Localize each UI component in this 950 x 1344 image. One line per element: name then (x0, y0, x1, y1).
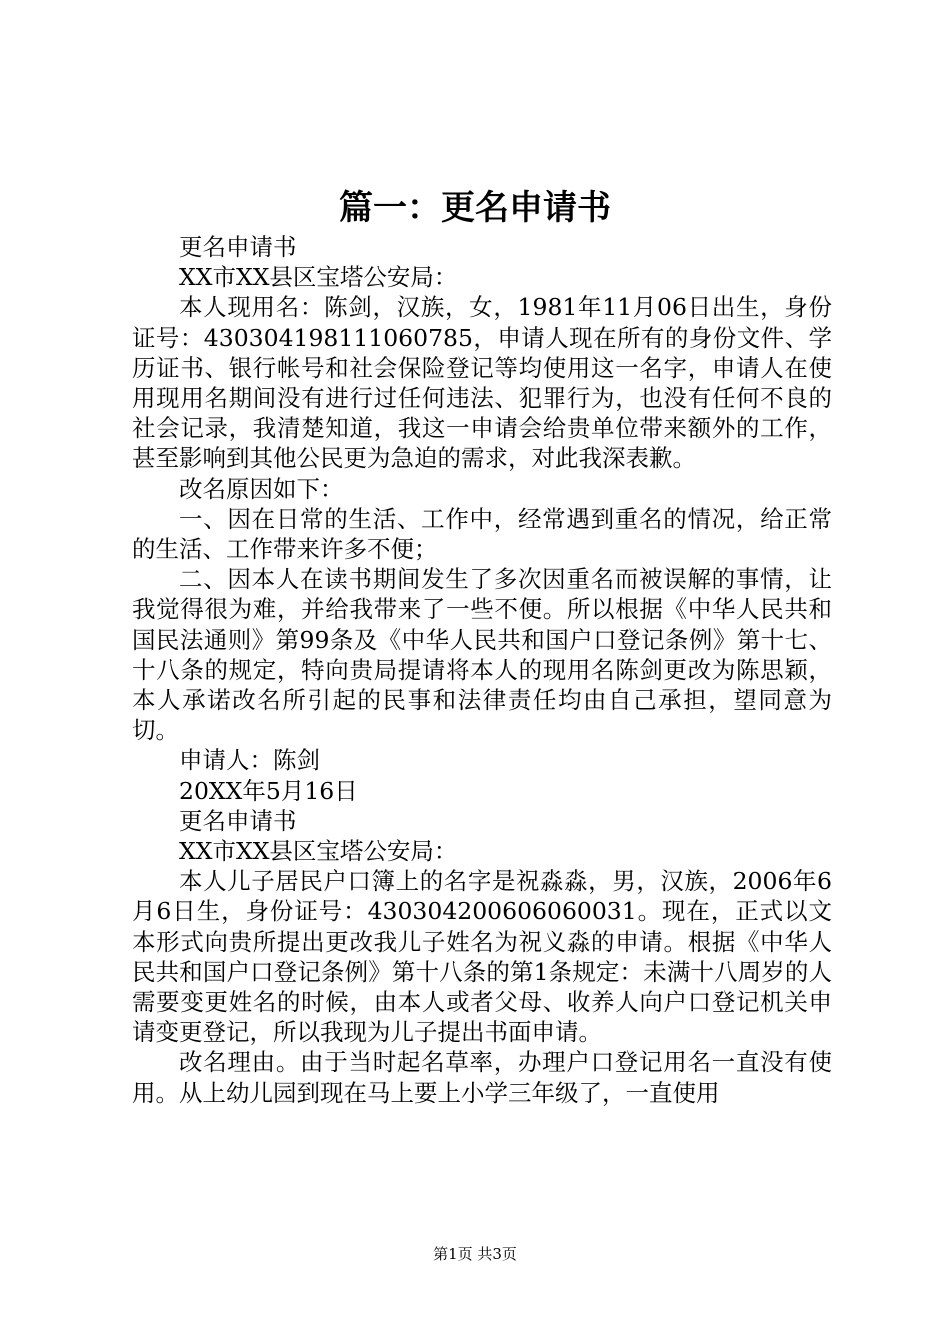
paragraph-applicant: 申请人：陈剑 (179, 746, 320, 775)
paragraph-heading-2: 更名申请书 (179, 806, 297, 835)
paragraph-reason-1: 一、因在日常的生活、工作中，经常遇到重名的情况，给正常的生活、工作带来许多不便； (132, 504, 832, 564)
paragraph-reason-2: 二、因本人在读书期间发生了多次因重名而被误解的事情，让我觉得很为难，并给我带来了一些不便。所以根据《中华人民共和国民法通则》第99条及《中华人民共和国户口登记条例》第十七、十八条的规定，特向贵局提请将本人的现用名陈剑更改为陈思颖，本人承诺改名所引起的民事和法律责任均由自己承担，望同意为切。 (132, 565, 832, 745)
document-title: 篇一：更名申请书 (339, 188, 611, 228)
paragraph-addressee-1: XX市XX县区宝塔公安局： (179, 263, 458, 292)
page-footer: 第1页 共3页 (433, 1245, 517, 1263)
paragraph-reason-3: 改名理由。由于当时起名草率，办理户口登记用名一直没有使用。从上幼儿园到现在马上要上小学三年级了，一直使用 (132, 1048, 832, 1107)
document-body (132, 232, 832, 1108)
paragraph-addressee-2: XX市XX县区宝塔公安局： (179, 837, 458, 866)
paragraph-heading-1: 更名申请书 (179, 233, 297, 261)
paragraph-statement-2: 本人儿子居民户口簿上的名字是祝淼淼，男，汉族，2006年6月6日生，身份证号：430304200606060031。现在，正式以文本形式向贵所提出更改我儿子姓名为祝义淼的申请。根据《中华人民共和国户口登记条例》第十八条的第1条规定：未满十八周岁的人需要变更姓名的时候，由本人或者父母、收养人向户口登记机关申请变更登记，所以我现为儿子提出书面申请。 (132, 867, 832, 1047)
paragraph-date: 20XX年5月16日 (179, 776, 358, 805)
paragraph-statement-1: 本人现用名：陈剑，汉族，女，1981年11月06日出生，身份证号：430304198111060785，申请人现在所有的身份文件、学历证书、银行帐号和社会保险登记等均使用这一名字，申请人在使用现用名期间没有进行过任何违法、犯罪行为，也没有任何不良的社会记录，我清楚知道，我这一申请会给贵单位带来额外的工作，甚至影响到其他公民更为急迫的需求，对此我深表歉。 (132, 293, 832, 473)
paragraph-reasons-intro: 改名原因如下： (179, 474, 344, 503)
